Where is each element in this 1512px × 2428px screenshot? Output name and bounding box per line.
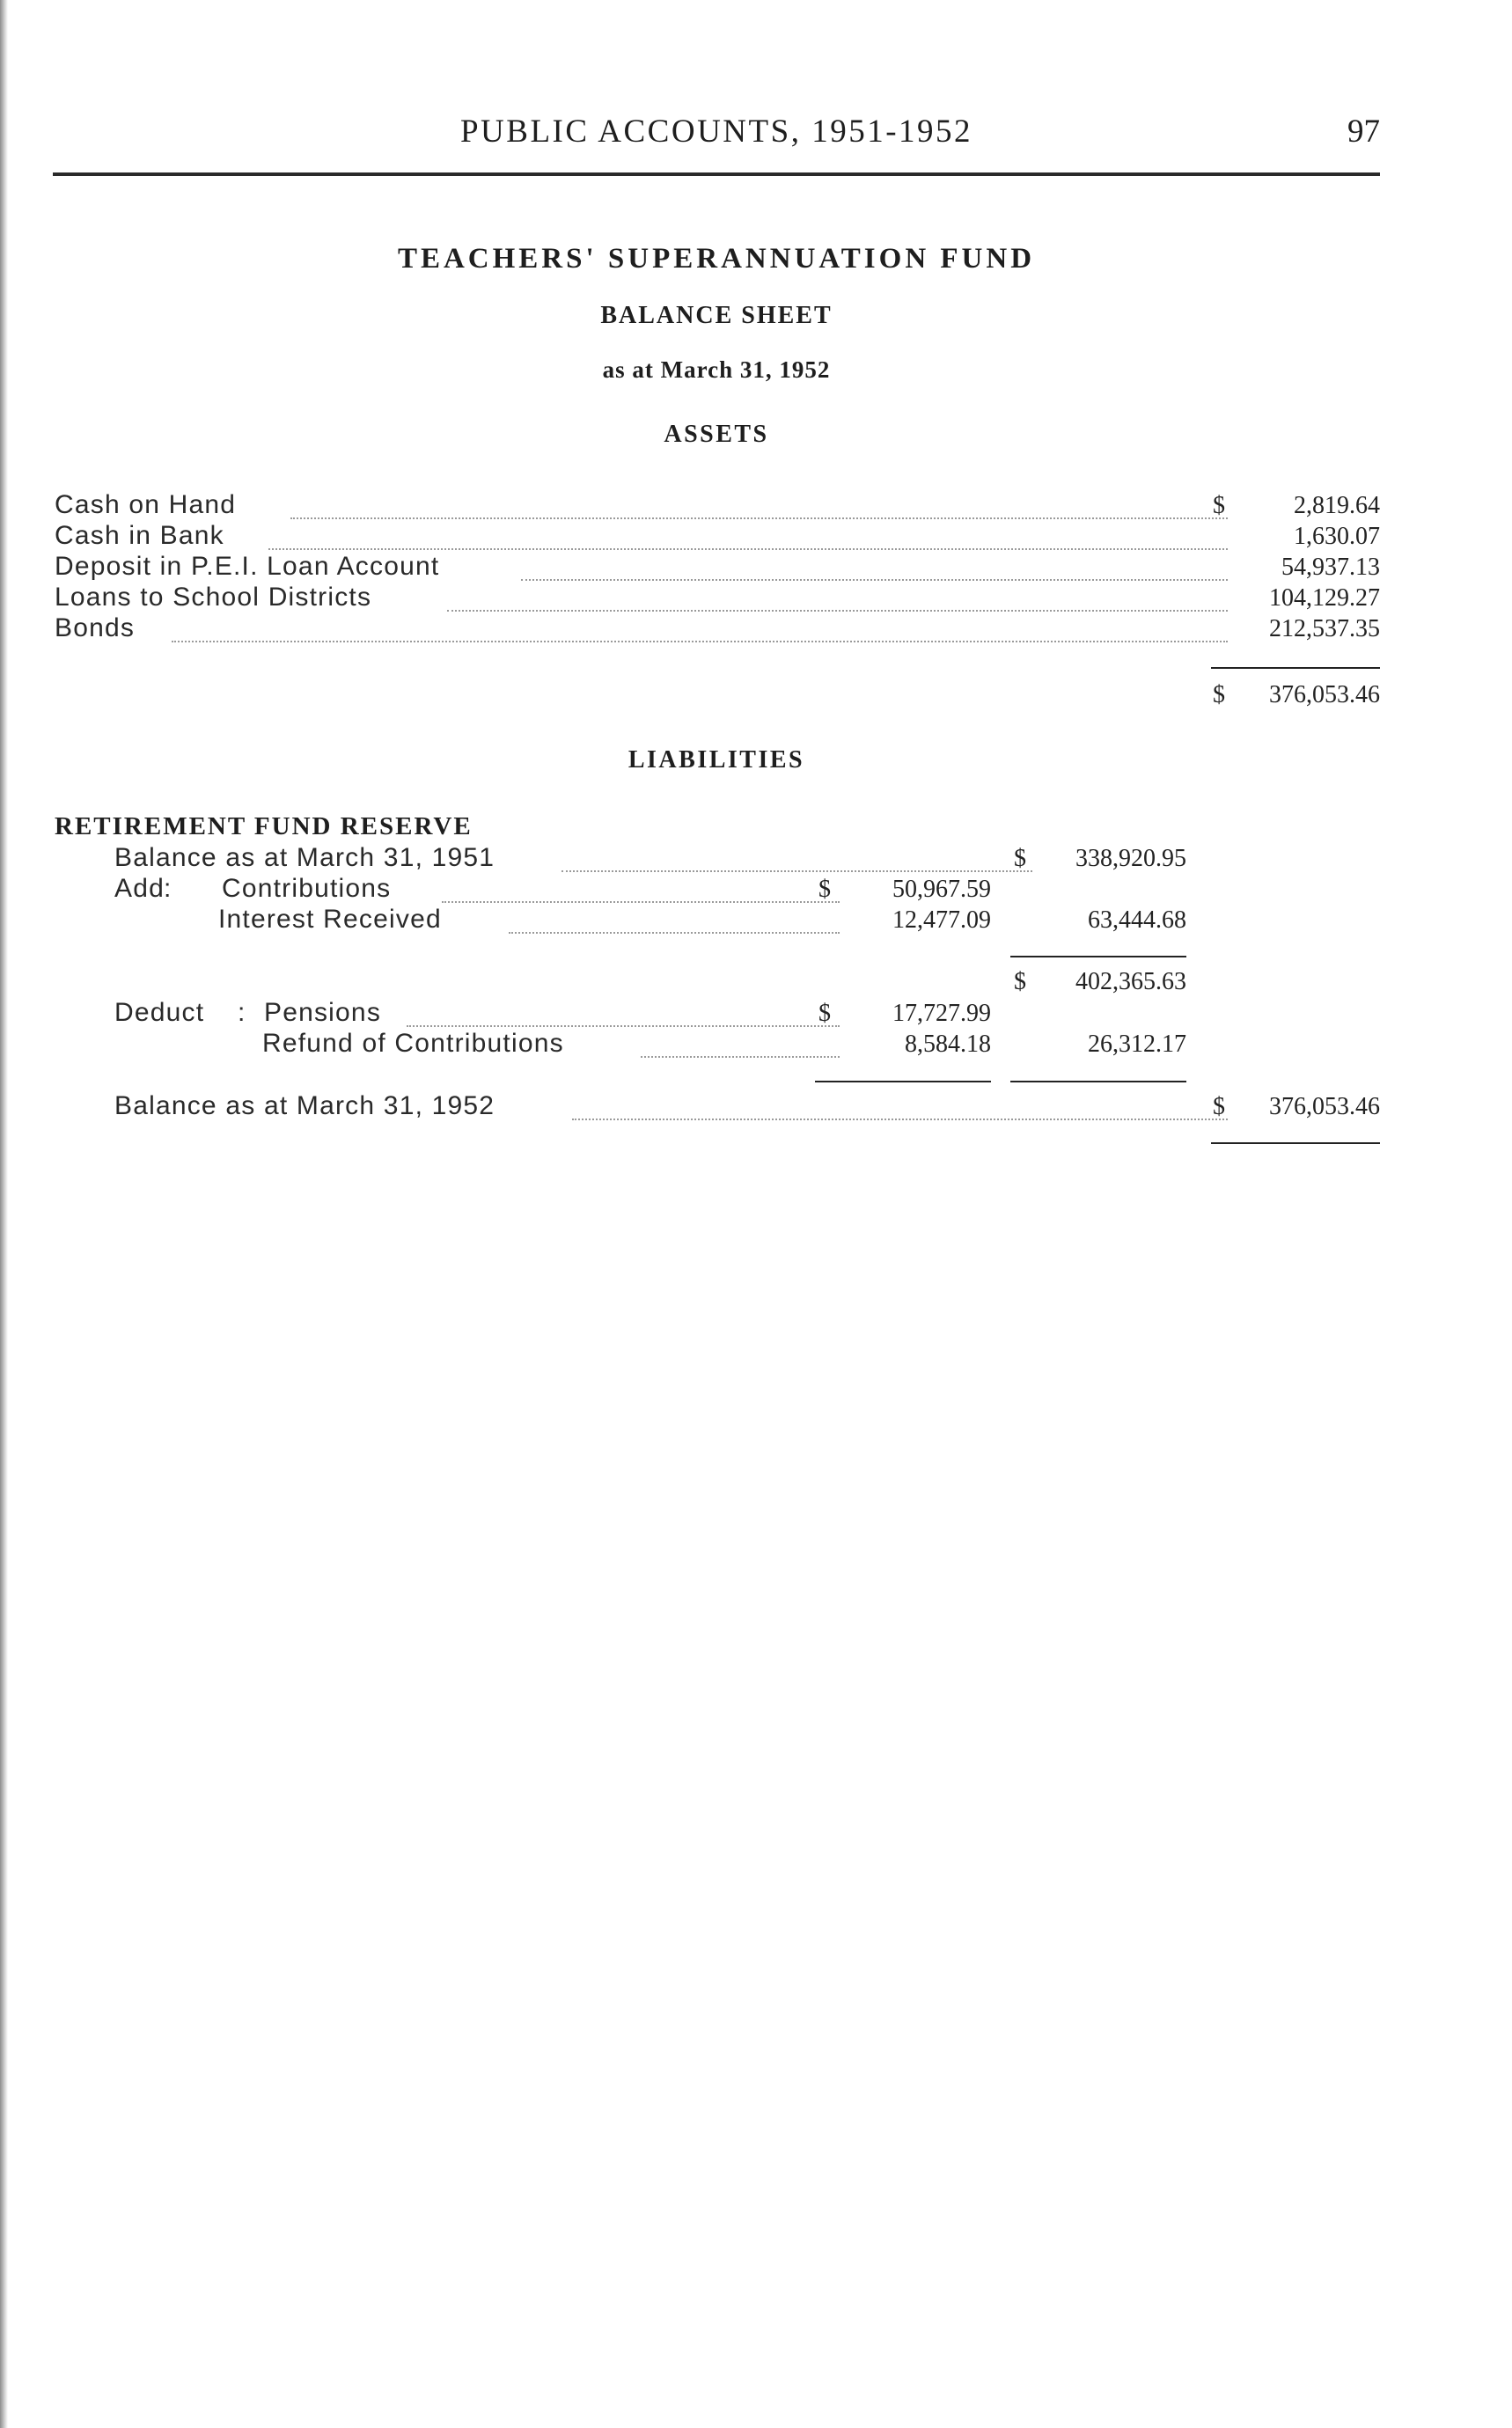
dot-leader: [172, 641, 1228, 642]
deduct-total: 26,312.17: [1088, 1031, 1186, 1058]
asset-label: Deposit in P.E.I. Loan Account: [55, 552, 440, 581]
asset-amount: 54,937.13: [1281, 554, 1380, 581]
subtotal-rule: [1010, 956, 1186, 957]
running-title: PUBLIC ACCOUNTS, 1951-1952: [459, 114, 973, 150]
total-rule: [1211, 667, 1380, 669]
fund-title: TEACHERS' SUPERANNUATION FUND: [397, 243, 1036, 275]
reserve-heading: RETIREMENT FUND RESERVE: [55, 812, 473, 840]
deduct-rule: [815, 1081, 991, 1082]
closing-rule: [1211, 1142, 1380, 1144]
asset-label: Cash in Bank: [55, 521, 224, 550]
add-item-label: Interest Received: [218, 905, 442, 934]
dot-leader: [290, 517, 1228, 519]
dot-leader: [509, 932, 840, 934]
deduct-item-amount: 8,584.18: [905, 1031, 991, 1058]
currency-symbol: $: [1014, 845, 1026, 872]
asset-amount: 212,537.35: [1269, 615, 1380, 642]
opening-amount: 338,920.95: [1075, 845, 1186, 872]
dot-leader: [442, 901, 840, 903]
colon: :: [238, 998, 246, 1027]
asset-label: Bonds: [55, 613, 136, 642]
sheet-title: BALANCE SHEET: [600, 302, 833, 329]
asset-amount: 2,819.64: [1294, 492, 1380, 519]
dot-leader: [561, 870, 1032, 872]
asset-label: Loans to School Districts: [55, 583, 372, 612]
deduct-item-label: Refund of Contributions: [262, 1029, 564, 1058]
deduct-total-rule: [1010, 1081, 1186, 1082]
currency-symbol: $: [1014, 968, 1026, 995]
sheet-date: as at March 31, 1952: [602, 356, 831, 383]
deduct-label: Deduct: [114, 998, 205, 1027]
dot-leader: [521, 579, 1228, 581]
currency-symbol: $: [818, 876, 831, 903]
liabilities-heading: LIABILITIES: [628, 746, 805, 774]
dot-leader: [641, 1056, 840, 1058]
add-item-label: Contributions: [222, 874, 392, 903]
currency-symbol: $: [1213, 681, 1225, 708]
asset-label: Cash on Hand: [55, 490, 237, 519]
deduct-item-label: Pensions: [264, 998, 382, 1027]
add-item-amount: 50,967.59: [892, 876, 991, 903]
dot-leader: [447, 610, 1228, 612]
page-edge-shadow: [0, 0, 8, 2428]
closing-label: Balance as at March 31, 1952: [114, 1091, 495, 1120]
assets-heading: ASSETS: [664, 421, 769, 448]
colon: :: [164, 874, 172, 903]
closing-amount: 376,053.46: [1269, 1093, 1380, 1120]
asset-amount: 104,129.27: [1269, 584, 1380, 612]
add-total: 63,444.68: [1088, 906, 1186, 934]
subtotal-amount: 402,365.63: [1075, 968, 1186, 995]
deduct-item-amount: 17,727.99: [892, 1000, 991, 1027]
page-number: 97: [1347, 114, 1380, 150]
currency-symbol: $: [1213, 1093, 1225, 1120]
dot-leader: [407, 1025, 840, 1027]
document-page: [53, 0, 1380, 2428]
opening-label: Balance as at March 31, 1951: [114, 843, 495, 872]
dot-leader: [572, 1119, 1228, 1120]
add-label: Add: [114, 874, 165, 903]
dot-leader: [268, 548, 1228, 550]
asset-amount: 1,630.07: [1294, 523, 1380, 550]
currency-symbol: $: [1213, 492, 1225, 519]
assets-total: 376,053.46: [1269, 681, 1380, 708]
currency-symbol: $: [818, 1000, 831, 1027]
add-item-amount: 12,477.09: [892, 906, 991, 934]
running-header: [53, 113, 1380, 157]
header-rule: [53, 172, 1380, 176]
